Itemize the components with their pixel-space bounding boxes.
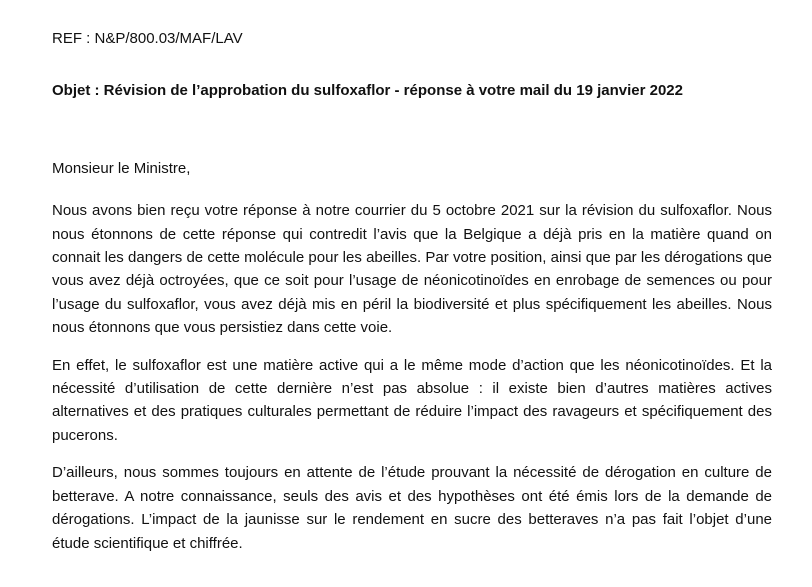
- reference-line: REF : N&P/800.03/MAF/LAV: [52, 30, 243, 47]
- paragraph-3: D’ailleurs, nous sommes toujours en attente de l’étude prouvant la nécessité de dérogation en culture de betterave. A notre connaissance, seuls des avis et des hypothèses ont été émis lors de la demande de dérogations. L’impact de la jaunisse sur le rendement en sucre des betteraves n’a pas fait l’objet d’une étude scientifique et chiffrée.: [52, 464, 772, 552]
- letter-page: [52, 27, 772, 555]
- salutation: Monsieur le Ministre,: [52, 159, 191, 177]
- subject-line: Objet : Révision de l’approbation du sulfoxaflor - réponse à votre mail du 19 janvier 2022: [52, 82, 683, 100]
- paragraph-1: Nous avons bien reçu votre réponse à notre courrier du 5 octobre 2021 sur la révision du sulfoxaflor. Nous nous étonnons de cette réponse qui contredit l’avis que la Belgique a déjà pris en la matière quand on connait les dangers de cette molécule pour les abeilles. Par votre position, ainsi que par les dérogations que vous avez déjà octroyées, que ce soit pour l’usage de néonicotinoïdes en enrobage de semences ou pour l’usage du sulfoxaflor, vous avez déjà mis en péril la biodiversité et plus spécifiquement les abeilles. Nous nous étonnons que vous persistiez dans cette voie.: [52, 202, 772, 337]
- paragraph-2: En effet, le sulfoxaflor est une matière active qui a le même mode d’action que les néonicotinoïdes. Et la nécessité d’utilisation de cette dernière n’est pas absolue : il existe bien d’autres matières actives alternatives et des pratiques culturales permettant de réduire l’impact des ravageurs et spécifiquement des pucerons.: [52, 356, 772, 444]
